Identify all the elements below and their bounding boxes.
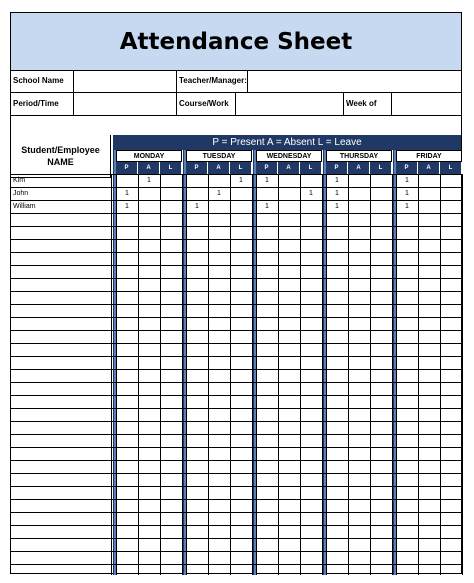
student-name-field[interactable] xyxy=(13,408,109,421)
subcol-p: P xyxy=(326,162,348,174)
attendance-sheet xyxy=(10,12,462,574)
cell-divider xyxy=(116,174,117,575)
student-name-field[interactable] xyxy=(13,525,109,538)
row-line xyxy=(11,187,461,188)
subcol-a: A xyxy=(138,162,160,174)
student-name-field[interactable] xyxy=(13,421,109,434)
cell-divider xyxy=(326,174,327,575)
student-header-line2: NAME xyxy=(47,157,74,167)
school-name-label: School Name xyxy=(11,70,74,92)
attendance-legend: P = Present A = Absent L = Leave xyxy=(113,135,461,150)
attendance-mark[interactable]: 1 xyxy=(335,203,339,210)
cell-divider xyxy=(396,174,397,575)
student-name: William xyxy=(13,203,36,210)
student-name-field[interactable] xyxy=(13,317,109,330)
subcol-a: A xyxy=(278,162,300,174)
student-name-header xyxy=(11,135,111,178)
cell-divider xyxy=(208,174,209,575)
student-name: Kim xyxy=(13,177,26,184)
attendance-mark[interactable]: 1 xyxy=(405,203,409,210)
student-name-field[interactable] xyxy=(13,239,109,252)
student-name-field[interactable] xyxy=(13,330,109,343)
school-name-field[interactable] xyxy=(74,70,177,92)
attendance-mark[interactable]: 1 xyxy=(309,190,313,197)
student-name-field[interactable] xyxy=(13,473,109,486)
subcol-a: A xyxy=(418,162,440,174)
name-column-border xyxy=(111,174,112,575)
student-name-field[interactable] xyxy=(13,369,109,382)
student-name-field[interactable] xyxy=(13,460,109,473)
subcol-l: L xyxy=(300,162,322,174)
cell-divider xyxy=(138,174,139,575)
cell-divider xyxy=(186,174,187,575)
student-name: John xyxy=(13,190,29,197)
row-line xyxy=(11,564,461,565)
teacher-manager-field[interactable] xyxy=(248,70,461,92)
subcol-l: L xyxy=(160,162,182,174)
attendance-mark[interactable]: 1 xyxy=(125,190,129,197)
student-name-field[interactable] xyxy=(13,551,109,564)
cell-divider xyxy=(252,174,253,575)
cell-divider xyxy=(440,174,441,575)
student-name-field[interactable] xyxy=(13,538,109,551)
info-row-period xyxy=(11,93,461,116)
attendance-mark[interactable]: 1 xyxy=(335,190,339,197)
attendance-mark[interactable]: 1 xyxy=(335,177,339,184)
cell-divider xyxy=(160,174,161,575)
subcol-l: L xyxy=(230,162,252,174)
cell-divider xyxy=(278,174,279,575)
day-header-thursday: THURSDAY xyxy=(326,150,392,162)
subcol-p: P xyxy=(256,162,278,174)
student-name-field[interactable] xyxy=(13,304,109,317)
row-line xyxy=(11,200,461,201)
student-name-field[interactable] xyxy=(13,343,109,356)
cell-divider xyxy=(322,174,323,575)
cell-divider xyxy=(182,174,183,575)
attendance-mark[interactable]: 1 xyxy=(265,203,269,210)
week-of-field[interactable] xyxy=(392,93,461,115)
attendance-mark[interactable]: 1 xyxy=(195,203,199,210)
subcol-p: P xyxy=(116,162,138,174)
attendance-mark[interactable]: 1 xyxy=(217,190,221,197)
student-name-field[interactable] xyxy=(13,356,109,369)
subcol-p: P xyxy=(396,162,418,174)
period-time-label: Period/Time xyxy=(11,93,74,115)
week-of-label: Week of xyxy=(344,93,392,115)
cell-divider xyxy=(418,174,419,575)
cell-divider xyxy=(370,174,371,575)
attendance-mark[interactable]: 1 xyxy=(125,203,129,210)
subcol-a: A xyxy=(208,162,230,174)
student-name-field[interactable] xyxy=(13,382,109,395)
title-band xyxy=(11,13,461,71)
student-name-field[interactable] xyxy=(13,512,109,525)
student-name-field[interactable] xyxy=(13,447,109,460)
cell-divider xyxy=(300,174,301,575)
course-work-label: Course/Work xyxy=(177,93,236,115)
period-time-field[interactable] xyxy=(74,93,177,115)
student-name-field[interactable] xyxy=(13,486,109,499)
attendance-mark[interactable]: 1 xyxy=(147,177,151,184)
day-header-tuesday: TUESDAY xyxy=(186,150,252,162)
cell-divider xyxy=(462,174,463,575)
subcol-l: L xyxy=(370,162,392,174)
day-header-friday: FRIDAY xyxy=(396,150,462,162)
day-header-monday: MONDAY xyxy=(116,150,182,162)
info-row-school xyxy=(11,70,461,93)
cell-divider xyxy=(230,174,231,575)
cell-divider xyxy=(256,174,257,575)
cell-divider xyxy=(392,174,393,575)
cell-divider xyxy=(348,174,349,575)
student-name-field[interactable] xyxy=(13,213,109,226)
attendance-mark[interactable]: 1 xyxy=(405,190,409,197)
student-name-field[interactable] xyxy=(13,226,109,239)
student-header-line1: Student/Employee xyxy=(21,145,100,155)
attendance-mark[interactable]: 1 xyxy=(265,177,269,184)
student-name-field[interactable] xyxy=(13,395,109,408)
day-header-wednesday: WEDNESDAY xyxy=(256,150,322,162)
student-name-field[interactable] xyxy=(13,499,109,512)
teacher-manager-label: Teacher/Manager: xyxy=(177,70,248,92)
student-name-field[interactable] xyxy=(13,434,109,447)
subcol-l: L xyxy=(440,162,462,174)
student-name-field[interactable] xyxy=(13,291,109,304)
course-work-field[interactable] xyxy=(236,93,344,115)
student-name-field[interactable] xyxy=(13,278,109,291)
student-name-field[interactable] xyxy=(13,252,109,265)
subcol-p: P xyxy=(186,162,208,174)
subcol-a: A xyxy=(348,162,370,174)
page-title: Attendance Sheet xyxy=(119,28,353,55)
student-name-field[interactable] xyxy=(13,265,109,278)
attendance-mark[interactable]: 1 xyxy=(405,177,409,184)
attendance-mark[interactable]: 1 xyxy=(239,177,243,184)
